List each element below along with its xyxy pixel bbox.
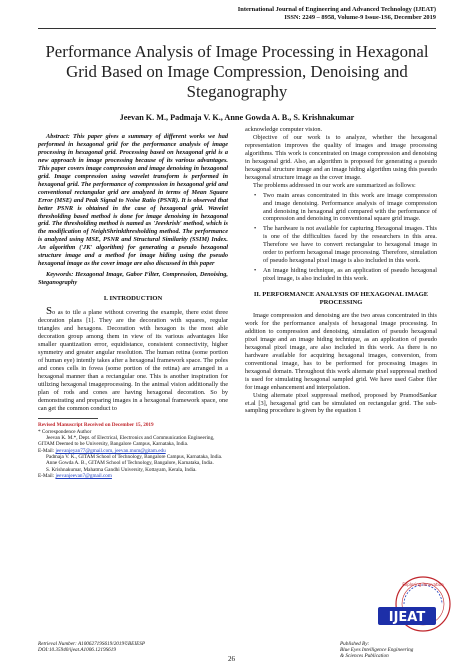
left-column: [38, 133, 228, 479]
section-2-para-2: Using alternate pixel suppressal method, proposed by PramodSankar et.al [3], hexagonal grid can be simulated on rectangular grid. The sub-sampling procedure is given by the equation 1: [245, 391, 437, 415]
list-item: • The hardware is not available for capturing Hexagonal images. This is one of the difficulties faced by the researchers in this area. Therefore we have to convert rectangular to hexagonal image in order to perform hexagonal image processing. Therefore, simulation of pseudo hexagonal pixel image is also included in this work.: [263, 225, 437, 265]
author-note-2: Padmaja V. K., GITAM School of Technology, Bangalore Campus, Karnataka, India.: [46, 453, 223, 460]
correspondence-note: * Correspondence Author: [38, 428, 92, 435]
list-item: • An image hiding technique, as an application of pseudo hexagonal pixel image, is also included in this work.: [263, 267, 437, 283]
seal-text: Exploring Innovation: [402, 582, 444, 587]
email-label: E-Mail:: [38, 472, 55, 479]
introduction-text: o as to tile a plane without covering the example, there exist three decoration plans [1]. They are the decoration with squares, regular triangles and hexagons. Decoration with hexagon is the most able decoration group among them in view of its various advantages like smaller quantization error, equidistance, consistent connectivity, higher symmetry and greater angular resolution. The human retina (some portion of human eye) intently takes after a hexagonal framework space. The poles and cones cells in fovea (some portion of the retina) are arranged in a hexagonal manner than a rectangular one. This is another inspiration for utilizing hexagonal imageprocessing. In the animal vision additionally the plan of rods and cones are having hexagonal decoration. So by demonstrating and preparing images in a hexagonal framework space, one can get the common conduct to: [38, 309, 228, 412]
revised-note: Revised Manuscript Received on December 15, 2019: [38, 422, 154, 429]
published-by: Published By:: [340, 641, 370, 647]
problems-list: [245, 192, 437, 283]
publisher-line-2: & Sciences Publication: [340, 653, 389, 660]
author-note-4: S. Krishnakumar, Mahatma Gandhi University, Kottayam, Kerala, India.: [46, 466, 197, 473]
page-number: 26: [228, 655, 235, 663]
journal-name: International Journal of Engineering and Advanced Technology (IJEAT): [237, 6, 436, 13]
logo-text: IJEAT: [388, 610, 426, 625]
right-para-2: Objective of our work is to analyze, whether the hexagonal representation improves the quality of images and image processing algorithms. This work is concentrated on image compression and denoising in hexagonal grid. Also, an algorithm is proposed for generating a pseudo hexagonal structure image and an image hiding algorithm using this pseudo hexagonal structure image as the cover image.: [245, 133, 437, 181]
section-heading-introduction: I. INTRODUCTION: [103, 295, 163, 303]
ijeat-logo: [372, 605, 442, 627]
right-para-3: The problems addressed in our work are summarized as follows:: [253, 181, 416, 189]
author-note-4-email: [38, 473, 228, 479]
author-note-1: Jeevan K. M.*, Dept. of Electrical, Electronics and Communication Engineering, GITAM Deemed to be University, Bangalore Campus, Karnataka, India.: [38, 435, 215, 448]
keywords: Keywords: Hexagonal Image, Gabor Filter, Compression, Denoising, Steganography: [38, 271, 228, 287]
paper-authors: Jeevan K. M., Padmaja V. K., Anne Gowda A. B., S. Krishnakumar: [119, 113, 355, 122]
author-email-link-1[interactable]: jeevanjeyan77@gmail.com, jeevan.mum@gitam.edu: [55, 447, 166, 454]
section-2-para-1: Image compression and denoising are the two areas concentrated in this work for the performance analysis of hexagonal image processing. In addition to compression and denoising, simulation of pseudo hexagonal pixel image and an image hiding technique, as an application of pseudo hexagonal pixel image, are also included in this work. As there is no hardware available for acquiring hexagonal images, conversion, from conventional image, has to be performed for processing images in hexagonal domain. Throughout this work alternate pixel suppressal method is used for simulating hexagonal sampled grid. We have used Gabor filer for image enhancement and interpolation.: [245, 312, 437, 391]
right-para-1: acknowledge computer vision.: [245, 126, 323, 133]
abstract: Abstract: This paper gives a summary of different works we had performed in hexagonal grid for the performance analysis of image processing in hexagonal grid. Processing based on hexagonal grid is a new approach in image processing because of its various advantages. This paper covers image compression and image denoising in hexagonal grid. Image compression using wavelet transform is performed in hexagonal grid. The performance of compression in hexagonal grid and conventional rectangular grid are analyzed in terms of Mean Square Error (MSE) and Peak Signal to Noise Ratio (PSNR). It is observed that better PSNR is obtained in the case of hexagonal grid. Wavelet thresholding based method is done for image denoising in hexagonal grid. The thresholding method is named as 'Jeevkrish' method, which is the modification of NeighShrinkthresholding method. The performance is analyzed using MSE, PSNR and Structural Similarity (SSIM) Index. An algorithm ('JK' algorithm) for generating a pseudo hexagonal structure image and a method for image hiding using the pseudo hexagonal image as the cover image are also discussed in this paper: [38, 133, 228, 268]
footer-left: [38, 641, 145, 653]
list-item: • Two main areas concentrated in this work are image compression and image denoising. Performance analysis of image compression and denoising in hexagonal grid compared with the performance of compression and denoising in conventional square grid image.: [263, 192, 437, 224]
header-rule: [38, 28, 436, 29]
footnotes: [38, 422, 228, 479]
paper-title: Performance Analysis of Image Processing in Hexagonal Grid Based on Image Compression, Denoising and Steganography: [45, 42, 429, 101]
right-column: [245, 126, 437, 415]
doi: DOI:10.35940/ijeat.A1006.1219S619: [38, 647, 116, 654]
issn-line: ISSN: 2249 – 8958, Volume-9 Issue-1S6, December 2019: [284, 14, 436, 21]
email-label: E-Mail:: [38, 447, 55, 454]
journal-header: [238, 6, 436, 22]
publisher-line-1: Blue Eyes Intelligence Engineering: [340, 647, 414, 654]
author-email-link-4[interactable]: jeevanjeevan7@gmail.com: [55, 472, 112, 479]
footer-right: [340, 641, 413, 660]
retrieval-number: Retrieval Number: A10062719S619/2019©BEIESP: [38, 641, 146, 647]
footnote-rule: [38, 418, 98, 419]
author-note-3: Anne Gowda A. B., GITAM School of Technology, Bangalore, Karnataka, India.: [46, 460, 214, 467]
section-heading-2: II. PERFORMANCE ANALYSIS OF HEXAGONAL IMAGE PROCESSING: [253, 291, 429, 307]
introduction-paragraph: [38, 305, 228, 412]
drop-cap: S: [46, 305, 53, 318]
